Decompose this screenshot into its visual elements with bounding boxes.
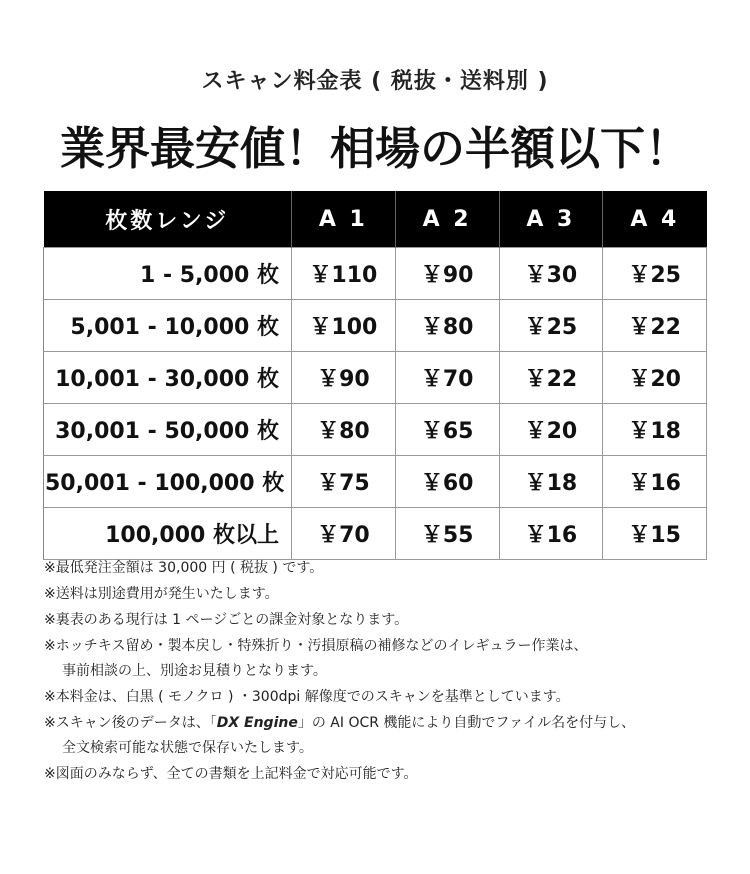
price-cell-a4: ￥22	[603, 300, 707, 352]
note-resolution: ※本料金は、白黒 ( モノクロ ) ・300dpi 解像度でのスキャンを基準としています。	[44, 689, 570, 705]
header-a4: A 4	[603, 191, 707, 248]
table-header-row	[44, 191, 707, 248]
price-cell-a3: ￥22	[499, 352, 603, 404]
price-cell-a4: ￥15	[603, 508, 707, 560]
range-cell: 1 - 5,000 枚	[44, 248, 292, 300]
price-list-subtitle: スキャン料金表 ( 税抜・送料別 )	[201, 69, 549, 94]
price-cell-a4: ￥20	[603, 352, 707, 404]
range-cell: 5,001 - 10,000 枚	[44, 300, 292, 352]
price-cell-a2: ￥90	[395, 248, 499, 300]
note-all-documents: ※図面のみならず、全ての書類を上記料金で対応可能です。	[44, 766, 418, 782]
note-minimum-order: ※最低発注金額は 30,000 円 ( 税抜 ) です。	[44, 560, 324, 576]
range-cell: 50,001 - 100,000 枚	[44, 456, 292, 508]
table-row	[44, 404, 707, 456]
price-cell-a2: ￥70	[395, 352, 499, 404]
header-range: 枚数レンジ	[44, 191, 292, 248]
note-irregular-work-line1: ※ホッチキス留め・製本戻し・特殊折り・汚損原稿の補修などのイレギュラー作業は、	[44, 638, 588, 654]
table-row	[44, 248, 707, 300]
price-cell-a1: ￥75	[292, 456, 396, 508]
price-cell-a1: ￥100	[292, 300, 396, 352]
note-irregular-work-line2: 事前相談の上、別途お見積りとなります。	[62, 663, 327, 679]
price-cell-a1: ￥80	[292, 404, 396, 456]
price-table	[43, 191, 707, 560]
price-cell-a3: ￥18	[499, 456, 603, 508]
header-a3: A 3	[499, 191, 603, 248]
price-cell-a2: ￥55	[395, 508, 499, 560]
note-ocr	[44, 711, 724, 761]
dx-engine-brand: DX Engine	[216, 715, 298, 731]
note-double-sided: ※裏表のある現行は 1 ページごとの課金対象となります。	[44, 612, 409, 628]
price-cell-a3: ￥20	[499, 404, 603, 456]
note-ocr-suffix: 」の AI OCR 機能により自動でファイル名を付与し、	[297, 715, 636, 731]
price-cell-a1: ￥90	[292, 352, 396, 404]
range-cell: 10,001 - 30,000 枚	[44, 352, 292, 404]
price-cell-a4: ￥18	[603, 404, 707, 456]
range-cell: 100,000 枚以上	[44, 508, 292, 560]
header-a1: A 1	[292, 191, 396, 248]
table-row	[44, 300, 707, 352]
price-cell-a3: ￥16	[499, 508, 603, 560]
price-cell-a2: ￥65	[395, 404, 499, 456]
price-cell-a3: ￥25	[499, 300, 603, 352]
note-ocr-line2: 全文検索可能な状態で保存いたします。	[62, 740, 313, 756]
price-cell-a4: ￥25	[603, 248, 707, 300]
table-row	[44, 352, 707, 404]
table-row	[44, 508, 707, 560]
price-cell-a2: ￥60	[395, 456, 499, 508]
note-irregular-work	[44, 634, 724, 684]
note-ocr-prefix: ※スキャン後のデータは、「	[44, 715, 217, 731]
headline: 業界最安値！相場の半額以下！	[59, 122, 690, 175]
table-row	[44, 456, 707, 508]
price-cell-a1: ￥70	[292, 508, 396, 560]
price-cell-a2: ￥80	[395, 300, 499, 352]
notes-list	[44, 556, 724, 788]
header-a2: A 2	[395, 191, 499, 248]
note-shipping: ※送料は別途費用が発生いたします。	[44, 586, 279, 602]
price-cell-a1: ￥110	[292, 248, 396, 300]
range-cell: 30,001 - 50,000 枚	[44, 404, 292, 456]
price-cell-a3: ￥30	[499, 248, 603, 300]
price-cell-a4: ￥16	[603, 456, 707, 508]
